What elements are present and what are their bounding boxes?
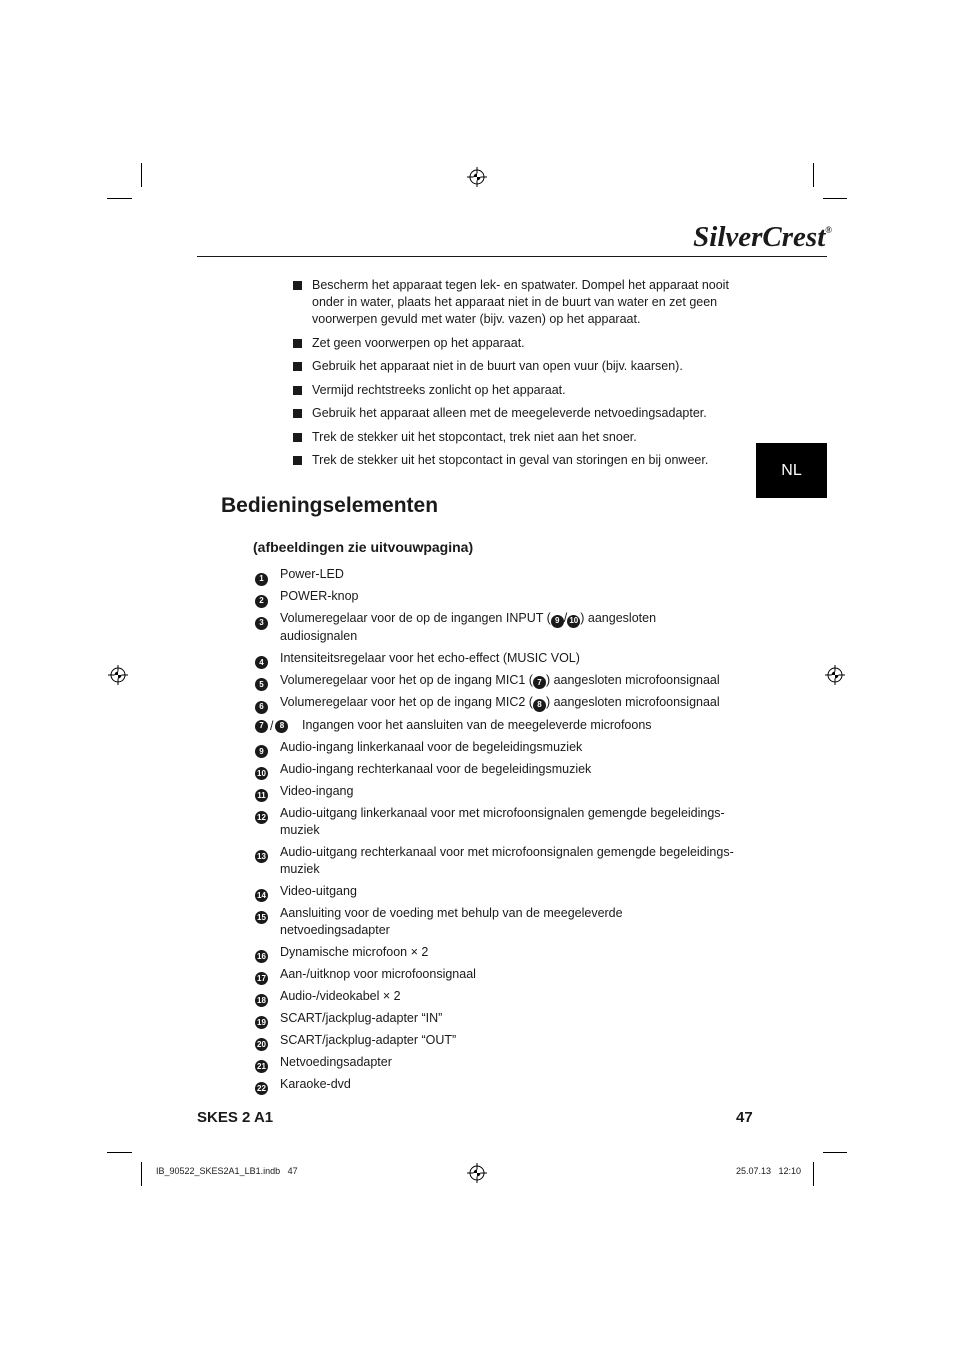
- number-badge: 9: [255, 745, 268, 758]
- crop-mark: [813, 163, 814, 187]
- list-item: Vermijd rechtstreeks zonlicht op het apparaat.: [293, 382, 738, 399]
- list-item: 20 SCART/jackplug-adapter “OUT”: [255, 1032, 735, 1049]
- number-badge: 18: [255, 994, 268, 1007]
- list-item: 6 Volumeregelaar voor het op de ingang MIC2 ( 8 ) aangesloten microfoonsignaal: [255, 694, 735, 712]
- bullet-square-icon: [293, 281, 302, 290]
- list-item: 17 Aan-/uitknop voor microfoonsignaal: [255, 966, 735, 983]
- number-badge: 1: [255, 573, 268, 586]
- number-badge: 2: [255, 595, 268, 608]
- registration-mark-icon: [108, 665, 128, 685]
- page-number: 47: [736, 1109, 753, 1126]
- list-item: Trek de stekker uit het stopcontact in geval van storingen en bij onweer.: [293, 452, 738, 469]
- list-item: 13 Audio-uitgang rechterkanaal voor met microfoonsignalen gemengde begeleidings-muziek: [255, 844, 735, 878]
- number-badge: 10: [567, 615, 580, 628]
- list-item: Zet geen voorwerpen op het apparaat.: [293, 335, 738, 352]
- safety-bullet-list: [293, 277, 738, 476]
- list-item: Bescherm het apparaat tegen lek- en spatwater. Dompel het apparaat nooit onder in water, plaats het apparaat niet in de buurt van water en zet geen voorwerpen gevuld met water (bijv. vazen) op het apparaat.: [293, 277, 738, 328]
- number-badge: 9: [551, 615, 564, 628]
- number-badge: 22: [255, 1082, 268, 1095]
- list-item: 10 Audio-ingang rechterkanaal voor de begeleidingsmuziek: [255, 761, 735, 778]
- list-item: 19 SCART/jackplug-adapter “IN”: [255, 1010, 735, 1027]
- header-rule: [197, 256, 827, 257]
- number-badge: 17: [255, 972, 268, 985]
- language-tab: NL: [756, 443, 827, 498]
- number-badge: 21: [255, 1060, 268, 1073]
- bullet-square-icon: [293, 433, 302, 442]
- bullet-square-icon: [293, 362, 302, 371]
- section-title: Bedieningselementen: [221, 494, 439, 517]
- crop-mark: [813, 1162, 814, 1186]
- crop-mark: [107, 1152, 132, 1153]
- list-item: Gebruik het apparaat alleen met de meegeleverde netvoedingsadapter.: [293, 405, 738, 422]
- number-badge: 20: [255, 1038, 268, 1051]
- number-badge: 6: [255, 701, 268, 714]
- number-badge: 16: [255, 950, 268, 963]
- bullet-square-icon: [293, 386, 302, 395]
- list-item: 22 Karaoke-dvd: [255, 1076, 735, 1093]
- number-badge: 7: [255, 720, 268, 733]
- number-badge: 3: [255, 617, 268, 630]
- list-item: 1 Power-LED: [255, 566, 735, 583]
- list-item: 11 Video-ingang: [255, 783, 735, 800]
- registration-mark-icon: [467, 167, 487, 187]
- list-item: Trek de stekker uit het stopcontact, trek niet aan het snoer.: [293, 429, 738, 446]
- number-badge: 11: [255, 789, 268, 802]
- number-badge: 4: [255, 656, 268, 669]
- controls-list: [255, 566, 735, 1098]
- bullet-square-icon: [293, 409, 302, 418]
- registration-mark-icon: [825, 665, 845, 685]
- number-badge: 10: [255, 767, 268, 780]
- number-badge: 5: [255, 678, 268, 691]
- number-badge: 7: [533, 676, 546, 689]
- list-item: 3 Volumeregelaar voor de op de ingangen INPUT ( 9 / 10 ) aangesloten audiosignalen: [255, 610, 735, 645]
- print-slug-file: IB_90522_SKES2A1_LB1.indb 47: [156, 1166, 298, 1176]
- crop-mark: [107, 198, 132, 199]
- list-item: 15 Aansluiting voor de voeding met behulp van de meegeleverde netvoedingsadapter: [255, 905, 735, 939]
- list-item: 14 Video-uitgang: [255, 883, 735, 900]
- number-badge: 8: [533, 699, 546, 712]
- model-number: SKES 2 A1: [197, 1109, 274, 1126]
- print-slug-date: 25.07.13 12:10: [736, 1166, 802, 1176]
- crop-mark: [823, 198, 847, 199]
- number-badge: 8: [275, 720, 288, 733]
- list-item: 7 / 8 Ingangen voor het aansluiten van de meegeleverde microfoons: [255, 717, 735, 734]
- list-item: 2 POWER-knop: [255, 588, 735, 605]
- number-badge: 14: [255, 889, 268, 902]
- bullet-square-icon: [293, 339, 302, 348]
- list-item: 21 Netvoedingsadapter: [255, 1054, 735, 1071]
- bullet-square-icon: [293, 456, 302, 465]
- crop-mark: [141, 1162, 142, 1186]
- list-item: 5 Volumeregelaar voor het op de ingang MIC1 ( 7 ) aangesloten microfoonsignaal: [255, 672, 735, 690]
- list-item: Gebruik het apparaat niet in de buurt van open vuur (bijv. kaarsen).: [293, 358, 738, 375]
- crop-mark: [823, 1152, 847, 1153]
- registration-mark-icon: [467, 1163, 487, 1183]
- list-item: 16 Dynamische microfoon × 2: [255, 944, 735, 961]
- brand-logo: SilverCrest®: [693, 221, 832, 253]
- list-item: 4 Intensiteitsregelaar voor het echo-effect (MUSIC VOL): [255, 650, 735, 667]
- number-badge: 15: [255, 911, 268, 924]
- list-item: 9 Audio-ingang linkerkanaal voor de begeleidingsmuziek: [255, 739, 735, 756]
- section-subtitle: (afbeeldingen zie uitvouwpagina): [253, 539, 474, 555]
- list-item: 18 Audio-/videokabel × 2: [255, 988, 735, 1005]
- number-badge: 19: [255, 1016, 268, 1029]
- number-badge: 13: [255, 850, 268, 863]
- list-item: 12 Audio-uitgang linkerkanaal voor met microfoonsignalen gemengde begeleidings-muziek: [255, 805, 735, 839]
- number-badge: 12: [255, 811, 268, 824]
- crop-mark: [141, 163, 142, 187]
